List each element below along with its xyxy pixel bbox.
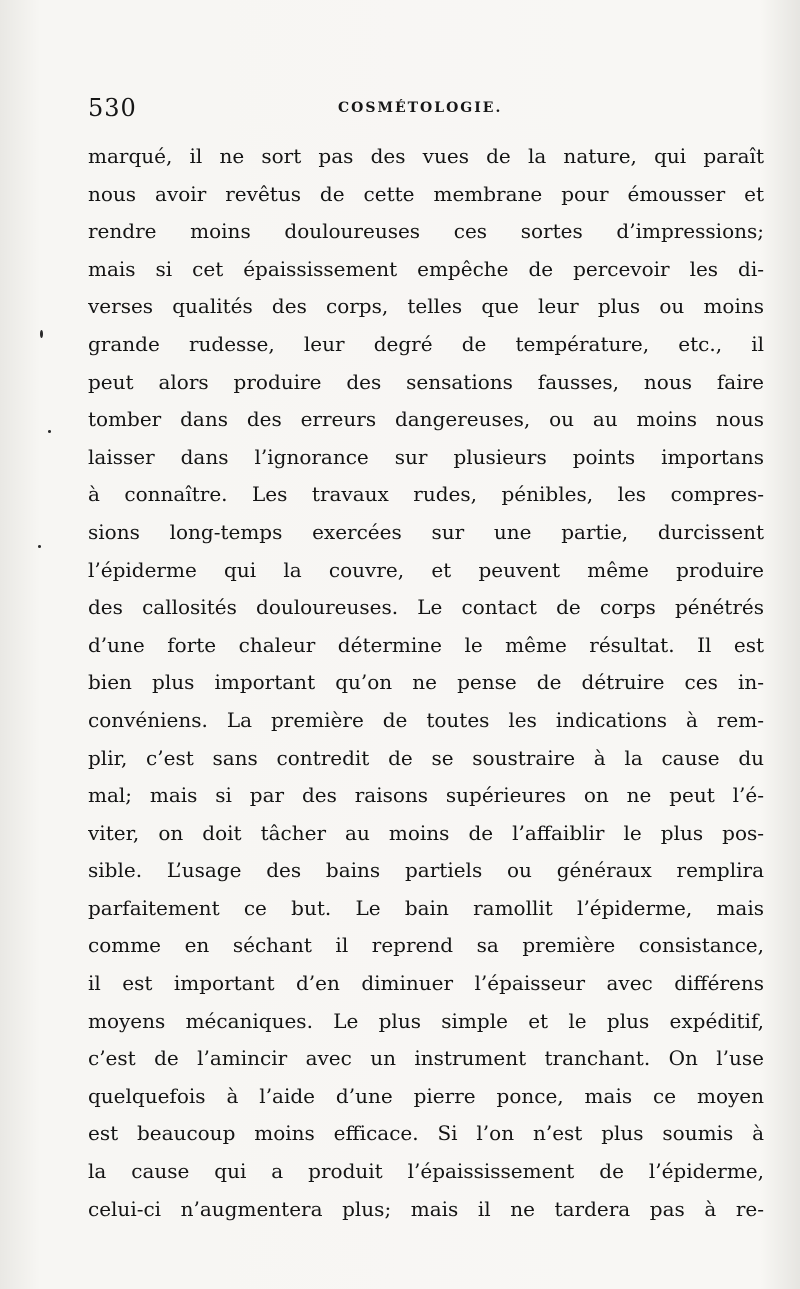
text-line: est beaucoup moins efficace. Si l’on n’est plus soumis à: [88, 1121, 764, 1146]
text-line: mal; mais si par des raisons supérieures on ne peut l’é-: [88, 783, 764, 808]
text-line: laisser dans l’ignorance sur plusieurs points importans: [88, 444, 764, 469]
text-line: viter, on doit tâcher au moins de l’affaiblir le plus pos-: [88, 820, 764, 845]
ink-speck: [48, 430, 51, 433]
text-line: la cause qui a produit l’épaississement de l’épiderme,: [88, 1159, 764, 1184]
text-line: c’est de l’amincir avec un instrument tranchant. On l’use: [88, 1046, 764, 1071]
text-line: marqué, il ne sort pas des vues de la nature, qui paraît: [88, 144, 764, 168]
text-line: plir, c’est sans contredit de se soustraire à la cause du: [88, 745, 764, 770]
ink-speck: [40, 330, 43, 338]
body-text: [88, 138, 764, 1228]
text-line: nous avoir revêtus de cette membrane pour émousser et: [88, 181, 764, 206]
text-line: il est important d’en diminuer l’épaisseur avec différens: [88, 971, 764, 996]
text-line: à connaître. Les travaux rudes, pénibles, les compres-: [88, 482, 764, 507]
text-line: d’une forte chaleur détermine le même résultat. Il est: [88, 632, 764, 657]
text-line: convéniens. La première de toutes les indications à rem-: [88, 707, 764, 732]
ink-speck: [38, 545, 41, 548]
text-line: tomber dans des erreurs dangereuses, ou au moins nous: [88, 407, 764, 432]
text-line: l’épiderme qui la couvre, et peuvent même produire: [88, 557, 764, 582]
text-line: celui-ci n’augmentera plus; mais il ne tardera pas à re-: [88, 1196, 764, 1221]
text-line: rendre moins douloureuses ces sortes d’impressions;: [88, 219, 764, 244]
text-line: grande rudesse, leur degré de température, etc., il: [88, 331, 764, 356]
text-line: bien plus important qu’on ne pense de détruire ces in-: [88, 670, 764, 695]
text-line: sions long-temps exercées sur une partie, durcissent: [88, 519, 764, 544]
text-line: peut alors produire des sensations fausses, nous faire: [88, 369, 764, 394]
text-line: quelquefois à l’aide d’une pierre ponce, mais ce moyen: [88, 1083, 764, 1108]
text-line: moyens mécaniques. Le plus simple et le plus expéditif,: [88, 1008, 764, 1033]
running-title: COSMÉTOLOGIE.: [338, 100, 503, 116]
text-line: mais si cet épaississement empêche de percevoir les di-: [88, 256, 764, 281]
text-line: parfaitement ce but. Le bain ramollit l’épiderme, mais: [88, 895, 764, 920]
text-line: des callosités douloureuses. Le contact de corps pénétrés: [88, 595, 764, 620]
text-line: sible. L’usage des bains partiels ou généraux remplira: [88, 858, 764, 883]
text-line: comme en séchant il reprend sa première consistance,: [88, 933, 764, 958]
text-line: verses qualités des corps, telles que leur plus ou moins: [88, 294, 764, 319]
page-number: 530: [88, 94, 137, 122]
page-header: [88, 94, 760, 124]
